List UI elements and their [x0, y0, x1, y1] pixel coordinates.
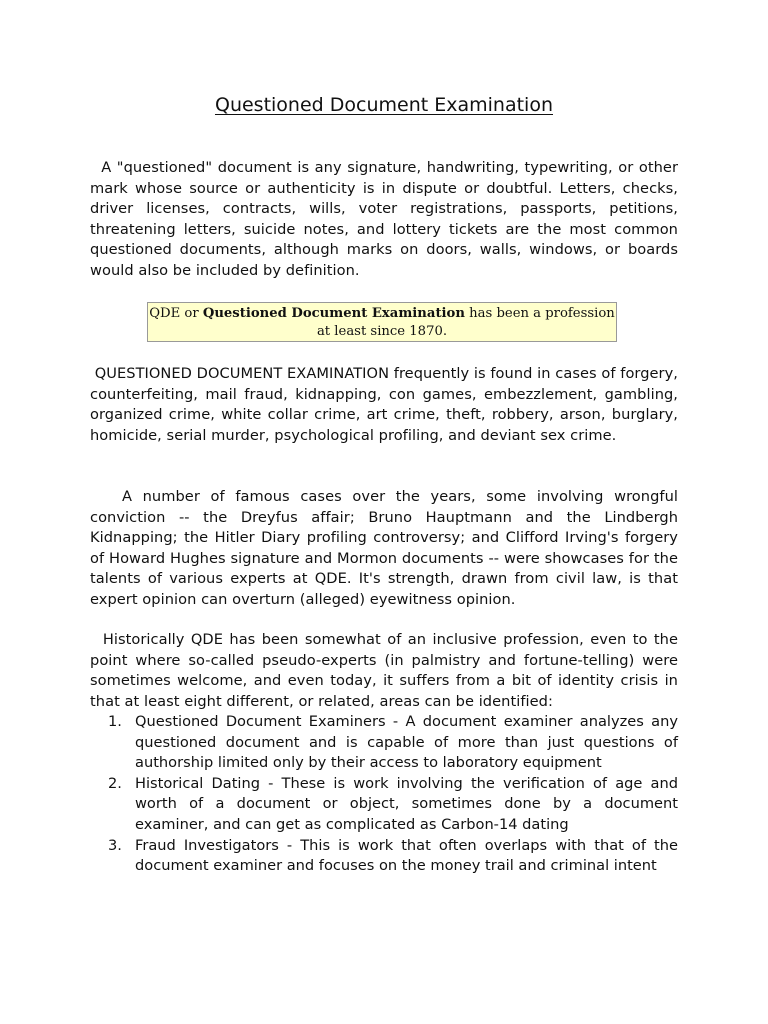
areas-list — [108, 712, 678, 877]
paragraph-history — [90, 630, 678, 712]
page-title: Questioned Document Examination — [214, 94, 553, 116]
paragraph-text: A "questioned" document is any signature, handwriting, typewriting, or other mark whose source or authenticity is in dispute or doubtful. Letters, checks, driver licenses, contracts, wills, voter registrations, passports, petitions, threatening letters, suicide notes, and lottery tickets are the most common questioned documents, although marks on doors, walls, windows, or boards would also be included by definition. — [90, 159, 678, 279]
list-item-number: 2. — [108, 774, 122, 792]
paragraph-text: A number of famous cases over the years, some involving wrongful conviction -- the Dreyfus affair; Bruno Hauptmann and the Lindbergh Kidnapping; the Hitler Diary profiling controversy; and Clifford Irving's forgery of Howard Hughes signature and Mormon documents -- were showcases for the talents of various experts at QDE. It's strength, drawn from civil law, is that expert opinion can overturn (alleged) eyewitness opinion. — [90, 488, 678, 608]
callout-prefix: QDE or — [149, 306, 203, 321]
callout-bold-text: Questioned Document Examination — [202, 306, 465, 321]
callout-suffix: has been a profession at least since 1870. — [316, 306, 615, 339]
list-item — [108, 774, 678, 836]
list-item — [108, 712, 678, 774]
callout-box — [147, 302, 617, 342]
paragraph-text: Historically QDE has been somewhat of an inclusive profession, even to the point where so-called pseudo-experts (in palmistry and fortune-telling) were sometimes welcome, and even today, it suffers from a bit of identity crisis in that at least eight different, or related, areas can be identified: — [90, 631, 678, 710]
list-item-text: Questioned Document Examiners - A document examiner analyzes any questioned document and is capable of more than just questions of authorship limited only by their access to laboratory equipment — [135, 713, 678, 772]
list-item-text: Fraud Investigators - This is work that often overlaps with that of the document examiner and focuses on the money trail and criminal intent — [135, 836, 678, 875]
list-item-number: 1. — [108, 713, 122, 730]
paragraph-definition — [90, 158, 678, 282]
list-item — [108, 836, 678, 877]
paragraph-famous-cases — [90, 487, 678, 611]
paragraph-cases — [90, 364, 678, 446]
list-item-number: 3. — [108, 836, 122, 854]
list-item-text: Historical Dating - These is work involving the verification of age and worth of a document or object, sometimes done by a document examiner, and can get as complicated as Carbon-14 dating — [135, 774, 678, 833]
paragraph-text: QUESTIONED DOCUMENT EXAMINATION frequently is found in cases of forgery, counterfeiting, mail fraud, kidnapping, con games, embezzlement, gambling, organized crime, white collar crime, art crime, theft, robbery, arson, burglary, homicide, serial murder, psychological profiling, and deviant sex crime. — [90, 365, 678, 444]
